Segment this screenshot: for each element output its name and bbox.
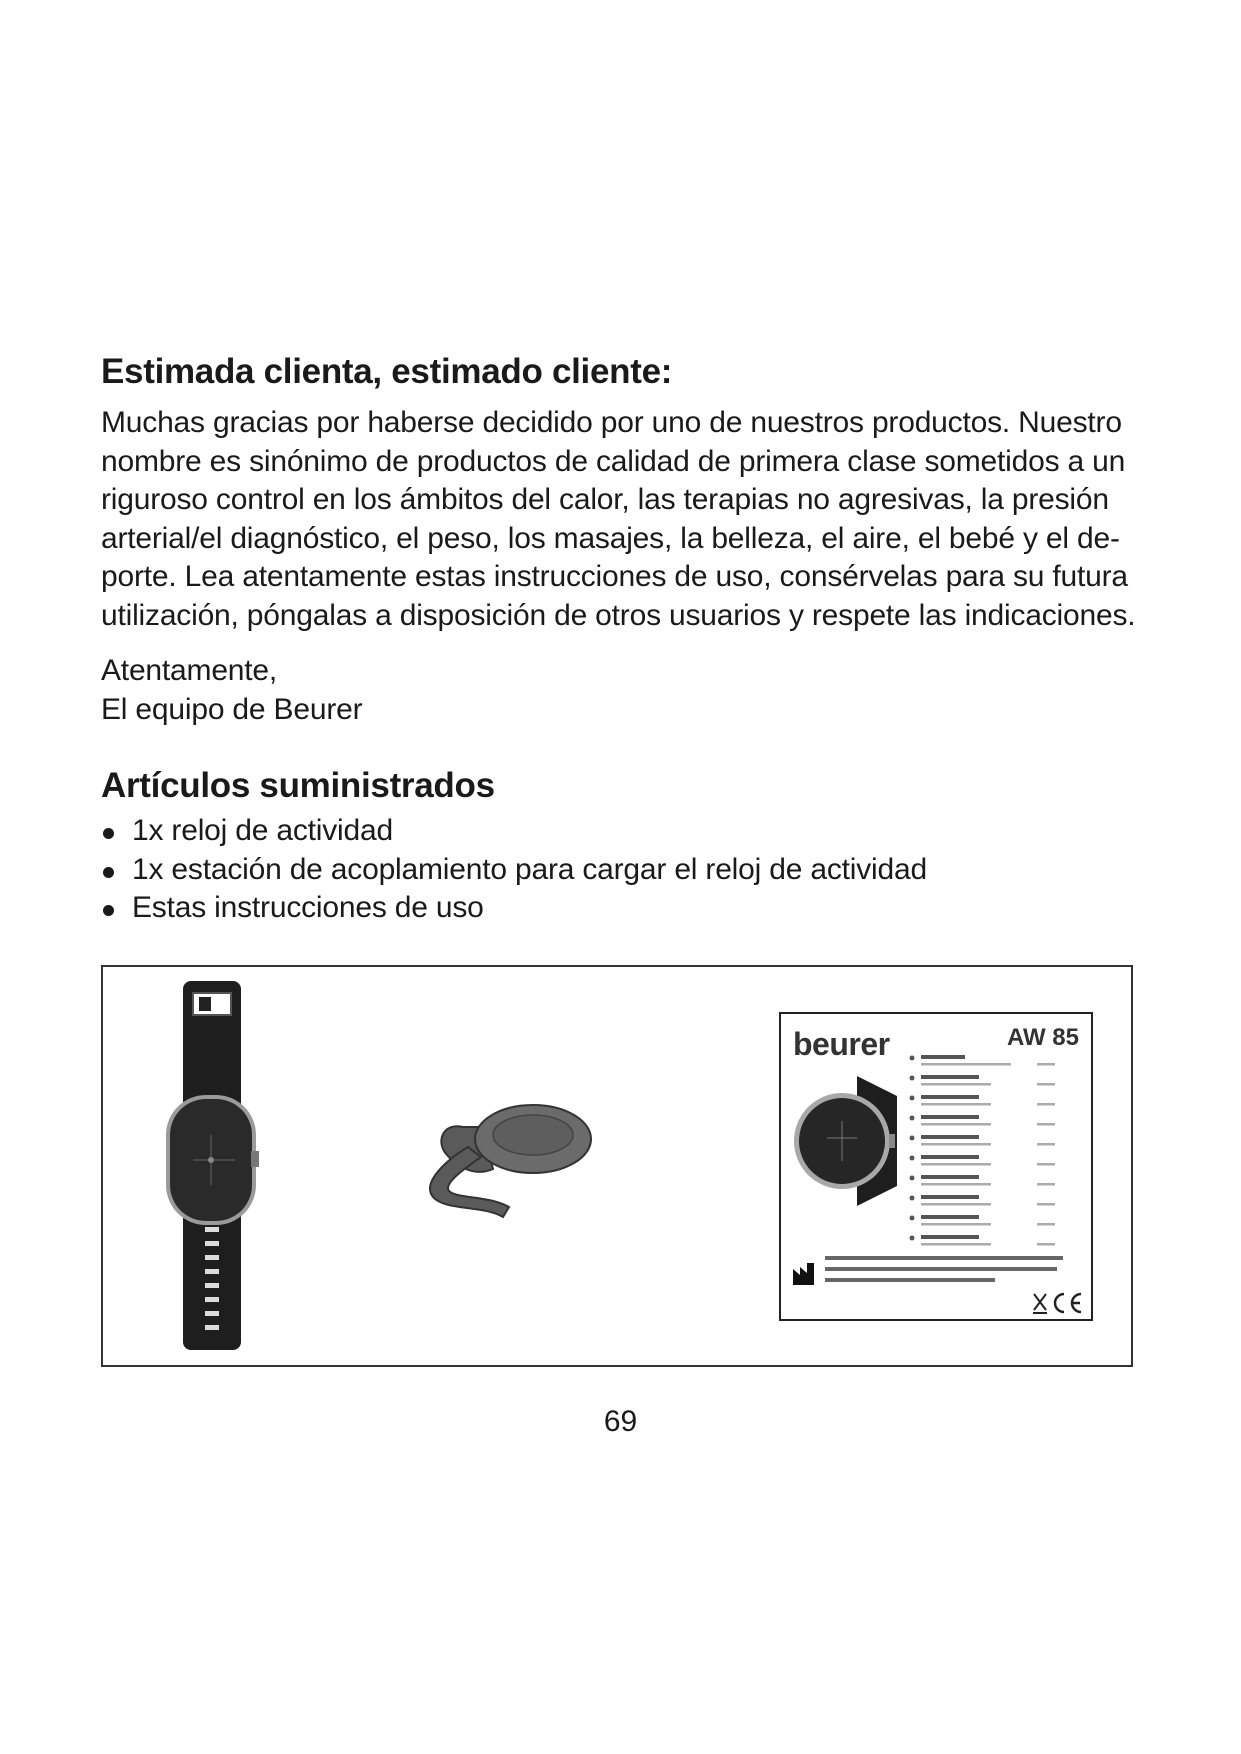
- manufacturer-address-block: [825, 1254, 1085, 1290]
- closing-line: Atentamente,: [101, 654, 278, 687]
- greeting-line: riguroso control en los ámbitos del calor, las terapias no agresivas, la presión: [101, 483, 1109, 516]
- manual-contents-list: [907, 1052, 1087, 1248]
- manual-brand: beurer: [793, 1026, 890, 1062]
- greeting-line: Muchas gracias por haberse decidido por uno de nuestros productos. Nuestro: [101, 406, 1122, 439]
- list-item: Estas instrucciones de uso: [101, 889, 927, 928]
- greeting-line: arterial/el diagnóstico, el peso, los masajes, la belleza, el aire, el bebé y el de-: [101, 521, 1120, 555]
- list-item: 1x estación de acoplamiento para cargar el reloj de actividad: [101, 851, 927, 890]
- supplied-items-figure: [101, 965, 1133, 1367]
- activity-watch-illustration: [163, 975, 263, 1355]
- supplied-list: [101, 812, 927, 928]
- weee-ce-icon: [1031, 1290, 1087, 1316]
- instruction-manual-cover: [779, 1012, 1093, 1321]
- closing-signature: El equipo de Beurer: [101, 692, 363, 726]
- list-item: 1x reloj de actividad: [101, 812, 927, 851]
- greeting-paragraph: [101, 404, 1161, 635]
- manufacturer-icon: [791, 1259, 821, 1287]
- greeting-line: porte. Lea atentamente estas instrucciones de uso, consérvelas para su futura: [101, 560, 1128, 593]
- greeting-title: Estimada clienta, estimado cliente:: [101, 352, 673, 391]
- closing-paragraph: [101, 652, 1161, 729]
- greeting-line: utilización, póngalas a disposición de otros usuarios y respete las indicaciones.: [101, 598, 1136, 632]
- greeting-line: nombre es sinónimo de productos de calidad de primera clase sometidos a un: [101, 444, 1126, 478]
- docking-station-illustration: [423, 1087, 603, 1237]
- page-number: 69: [603, 1405, 638, 1438]
- manual-watch-image: [787, 1066, 905, 1216]
- manual-model: AW 85: [1006, 1024, 1079, 1051]
- supplied-title: Artículos suministrados: [101, 766, 495, 805]
